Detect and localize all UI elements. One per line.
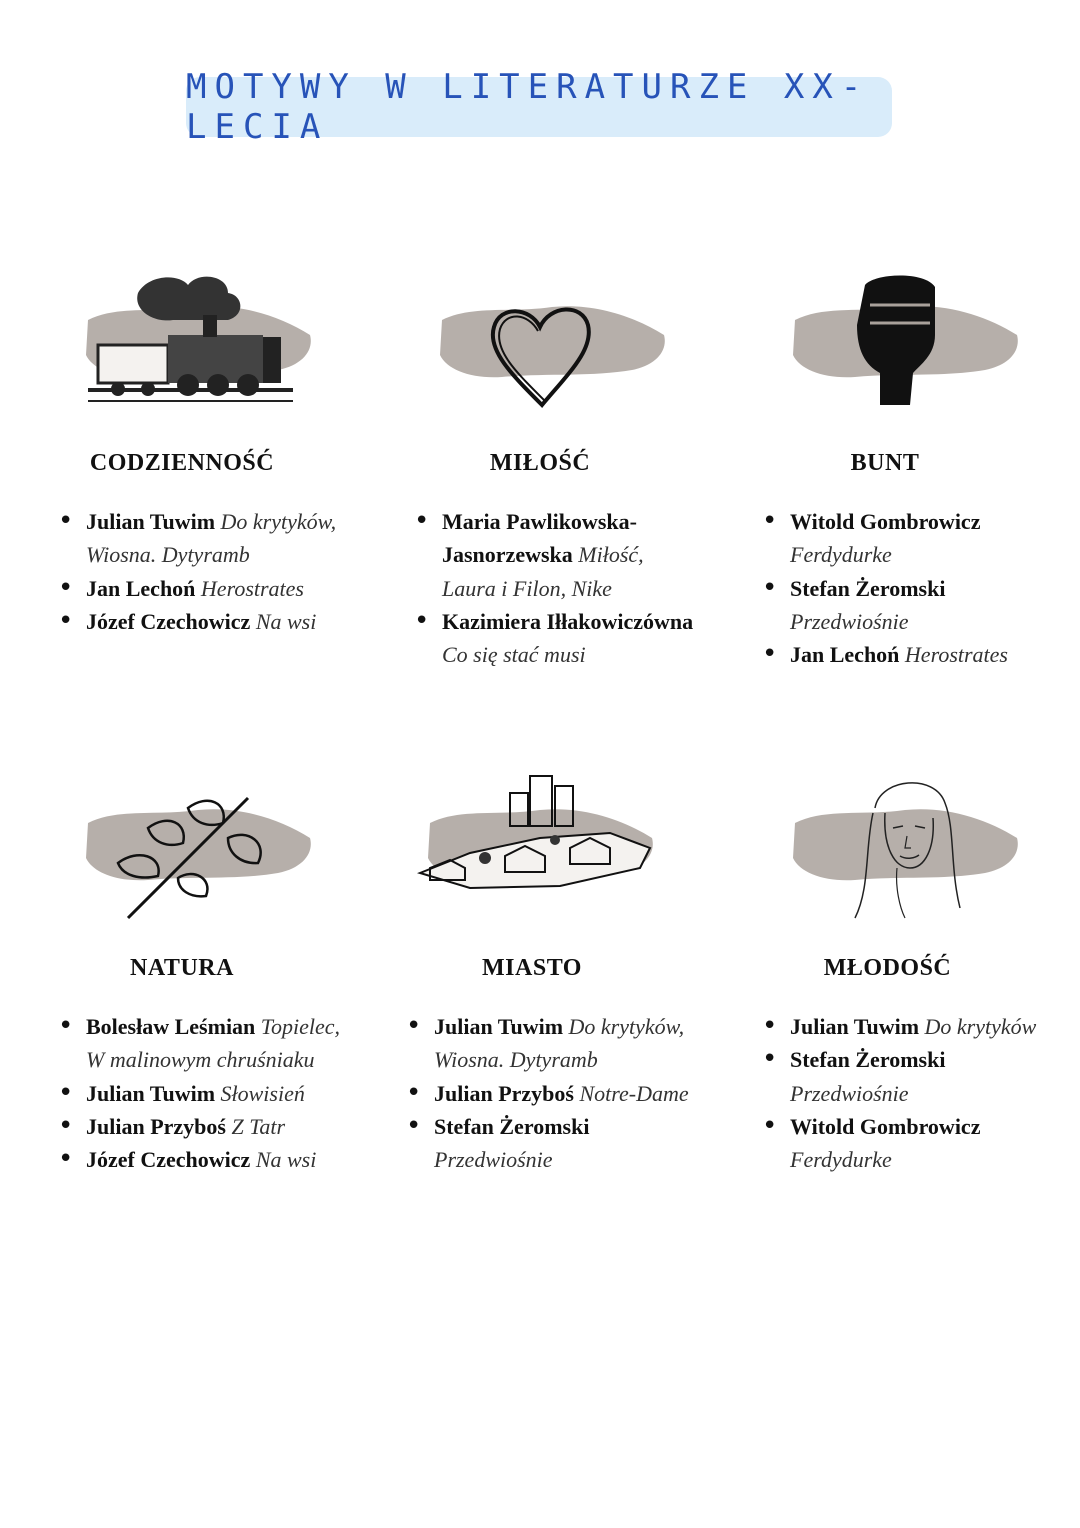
motif-list-natura xyxy=(56,1010,356,1176)
list-item: • Józef Czechowicz Na wsi xyxy=(56,605,356,638)
motif-list-miasto xyxy=(404,1010,704,1176)
list-item: • Józef Czechowicz Na wsi xyxy=(56,1143,356,1176)
city-icon xyxy=(410,768,660,928)
list-item: • Julian Tuwim Słowisień xyxy=(56,1077,356,1110)
raised-fist-icon xyxy=(785,265,1025,425)
page-title: MOTYWY W LITERATURZE XX-LECIA xyxy=(186,67,870,147)
list-item: • Stefan Żeromski Przedwiośnie xyxy=(760,572,1060,639)
young-woman-portrait-icon xyxy=(785,768,1025,928)
list-item: • Julian Tuwim Do krytyków, Wiosna. Dytyramb xyxy=(56,505,356,572)
motif-heading-bunt: BUNT xyxy=(850,450,920,476)
motif-list-codziennosc xyxy=(56,505,356,638)
motif-heading-mlodosc: MŁODOŚĆ xyxy=(823,955,952,981)
list-item: • Julian Tuwim Do krytyków, Wiosna. Dytyramb xyxy=(404,1010,704,1077)
heart-icon xyxy=(432,265,672,425)
list-item: • Stefan Żeromski Przedwiośnie xyxy=(760,1043,1060,1110)
motif-heading-codziennosc: CODZIENNOŚĆ xyxy=(89,450,275,476)
list-item: • Kazimiera Iłłakowiczówna Co się stać musi xyxy=(412,605,702,672)
motif-heading-natura: NATURA xyxy=(130,955,234,981)
list-item: • Maria Pawlikowska-Jasnorzewska Miłość, Laura i Filon, Nike xyxy=(412,505,702,605)
list-item: • Witold Gombrowicz Ferdydurke xyxy=(760,505,1060,572)
leaf-branch-icon xyxy=(78,768,318,928)
list-item: • Jan Lechoń Herostrates xyxy=(56,572,356,605)
train-icon xyxy=(78,265,318,425)
motif-list-mlodosc xyxy=(760,1010,1060,1176)
list-item: • Witold Gombrowicz Ferdydurke xyxy=(760,1110,1060,1177)
motif-heading-milosc: MIŁOŚĆ xyxy=(489,450,591,476)
list-item: • Jan Lechoń Herostrates xyxy=(760,638,1060,671)
list-item: • Stefan Żeromski Przedwiośnie xyxy=(404,1110,704,1177)
list-item: • Julian Przyboś Notre-Dame xyxy=(404,1077,704,1110)
motif-list-bunt xyxy=(760,505,1060,671)
list-item: • Julian Przyboś Z Tatr xyxy=(56,1110,356,1143)
motif-list-milosc xyxy=(412,505,702,671)
motif-heading-miasto: MIASTO xyxy=(482,955,582,981)
list-item: • Bolesław Leśmian Topielec, W malinowym chruśniaku xyxy=(56,1010,356,1077)
title-banner xyxy=(186,67,892,147)
list-item: • Julian Tuwim Do krytyków xyxy=(760,1010,1060,1043)
